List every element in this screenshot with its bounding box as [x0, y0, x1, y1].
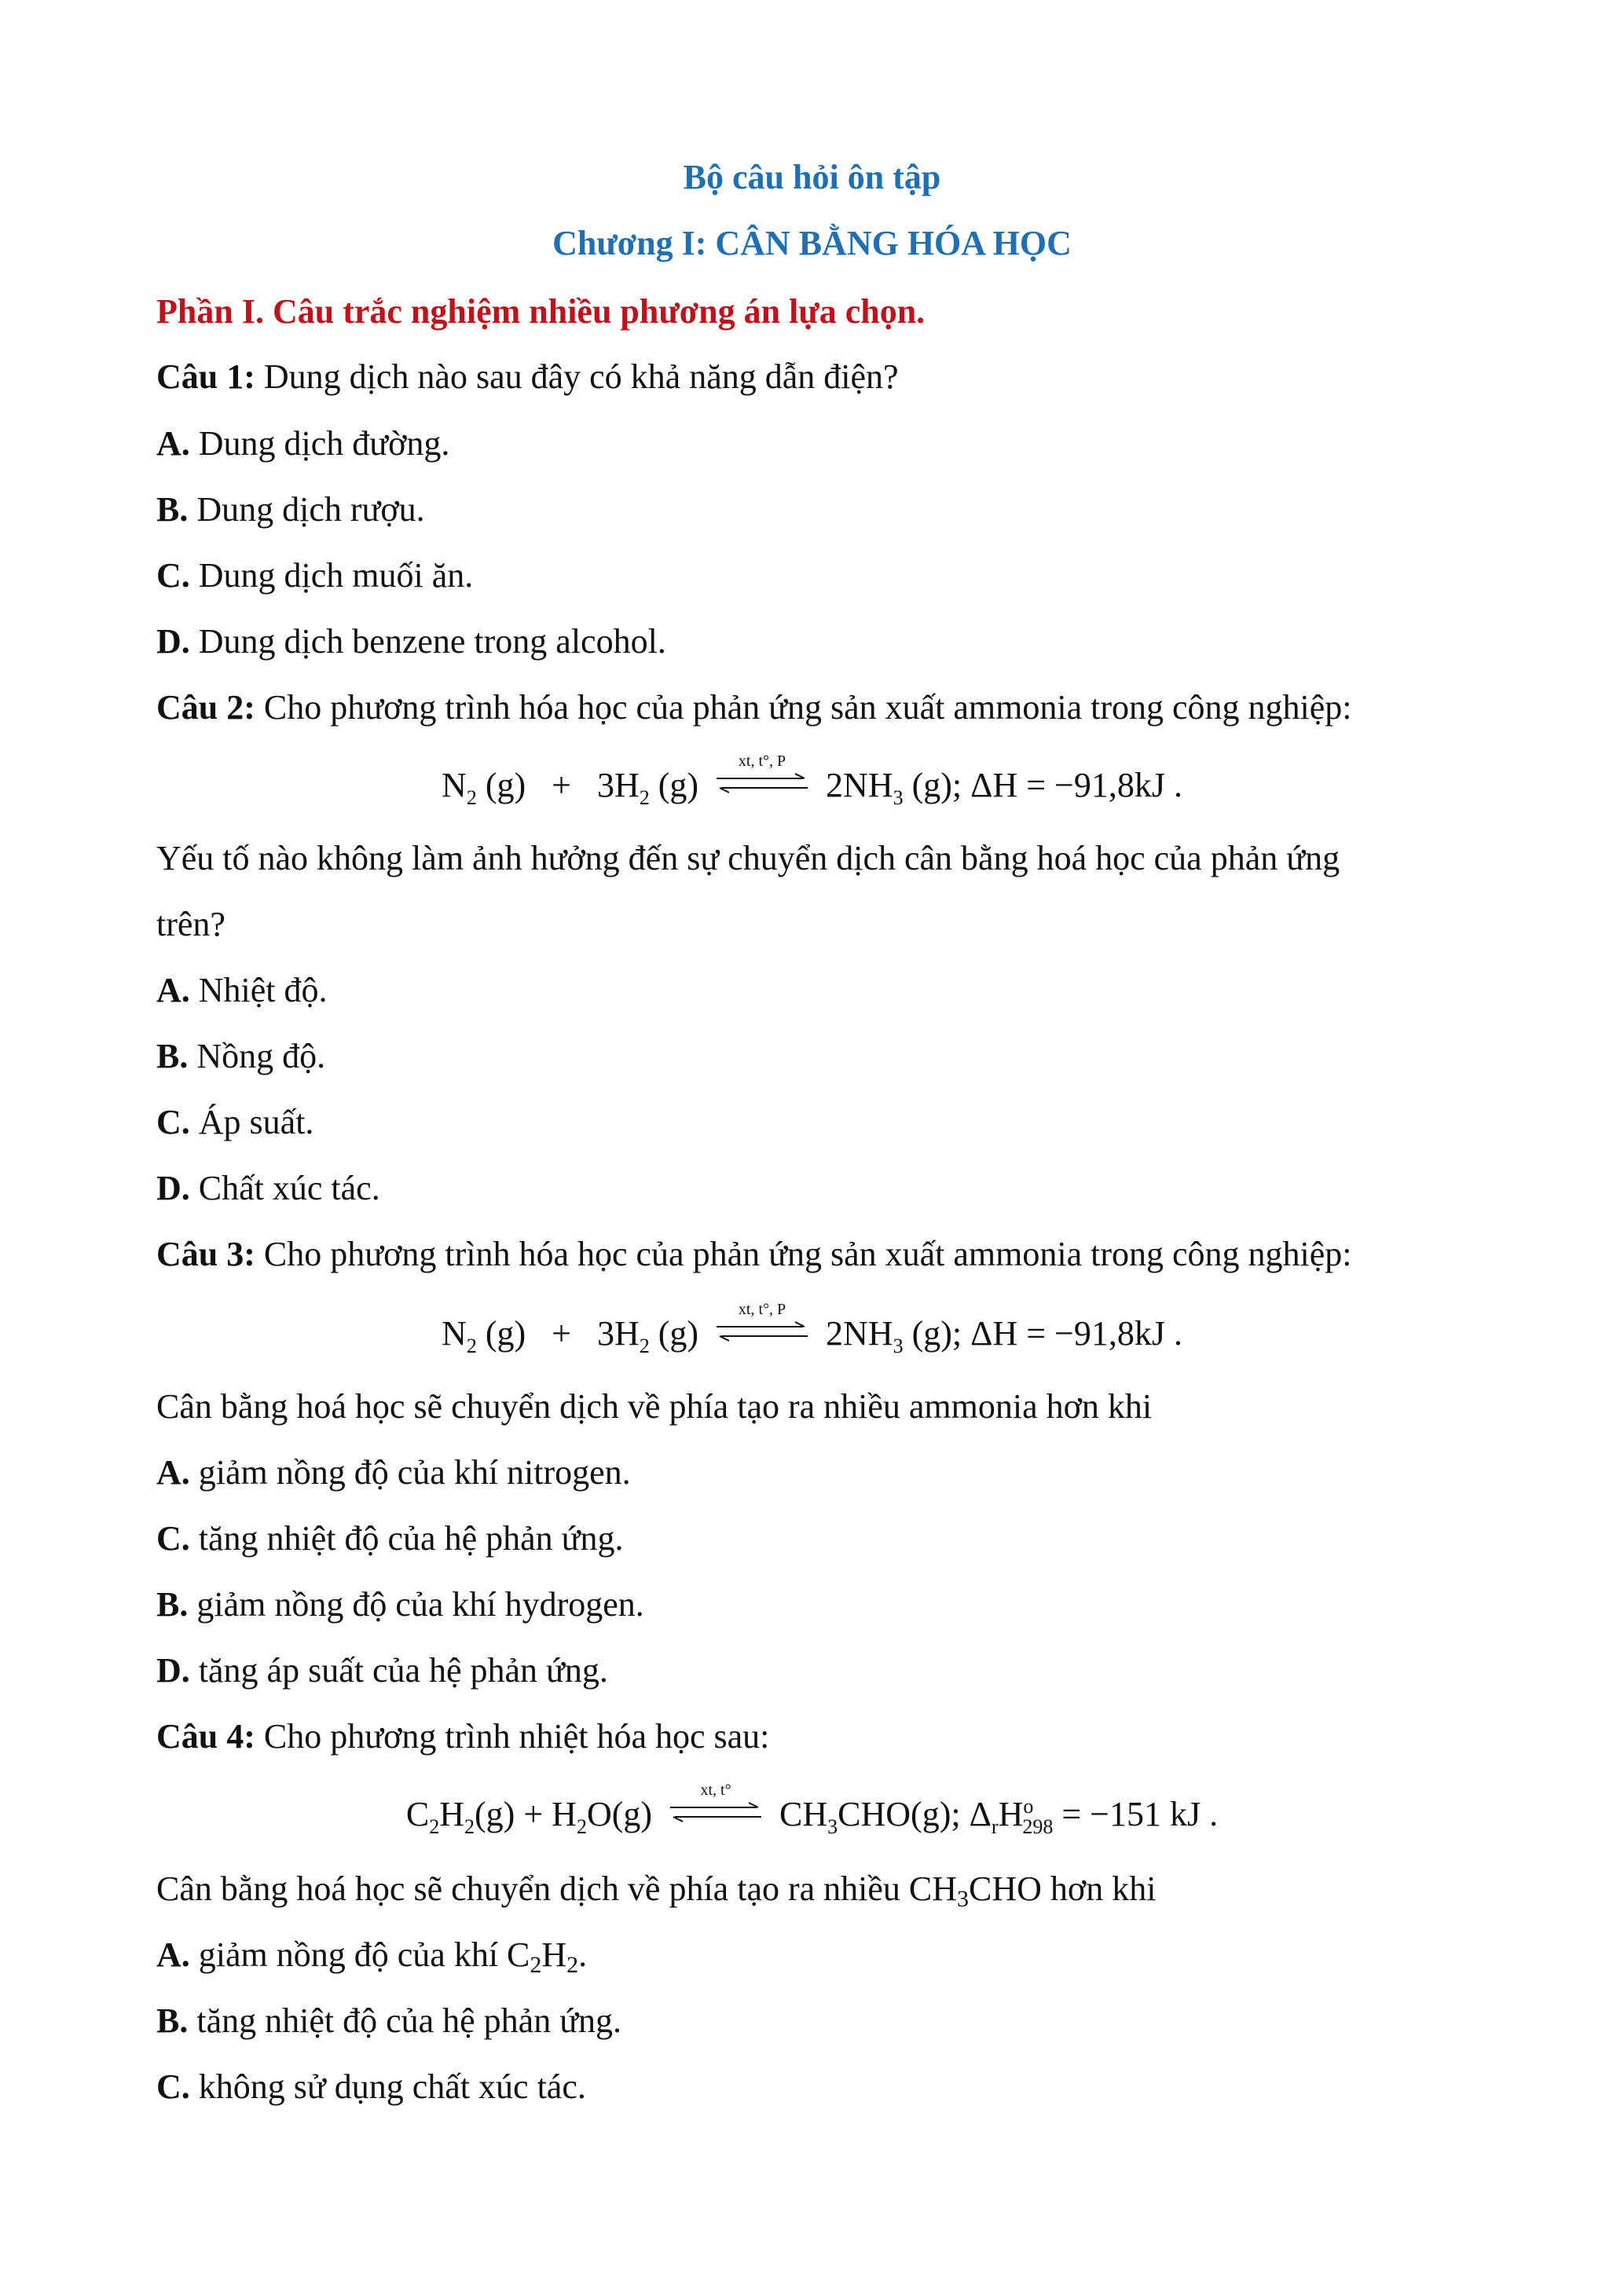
question-3-text: Cân bằng hoá học sẽ chuyển dịch về phía tạo ra nhiều ammonia hơn khi [156, 1387, 1153, 1426]
option-key: A. [156, 1453, 190, 1492]
option-text: Dung dịch đường. [189, 424, 450, 463]
option-text: giảm nồng độ của khí nitrogen. [189, 1453, 631, 1492]
option-key: D. [156, 1651, 190, 1690]
question-2-text-1: Yếu tố nào không làm ảnh hưởng đến sự chuyển dịch cân bằng hoá học của phản ứng [156, 839, 1340, 877]
equilibrium-arrow-icon: xt, t°, P [715, 1316, 809, 1348]
option-4a: A. giảm nồng độ của khí $C_2H_2$. [156, 1935, 588, 1978]
option-text: giảm nồng độ của khí C [189, 1935, 530, 1974]
option-key: C. [156, 2067, 190, 2106]
question-label: Câu 4: [156, 1717, 255, 1756]
option-1c [156, 552, 1476, 599]
question-text: Cho phương trình hóa học của phản ứng sản xuất ammonia trong công nghiệp: [255, 1235, 1352, 1273]
option-key: D. [156, 622, 190, 661]
option-key: C. [156, 1519, 190, 1558]
option-4c [156, 2063, 1476, 2111]
option-key: D. [156, 1169, 190, 1207]
option-3a [156, 1449, 1476, 1496]
section-heading: Phần I. Câu trắc nghiệm nhiều phương án lựa chọn. [156, 292, 926, 331]
option-key: A. [156, 424, 190, 463]
option-text: Dung dịch rượu. [188, 490, 425, 529]
option-1b [156, 486, 1476, 533]
option-2a [156, 967, 1476, 1014]
question-2 [156, 684, 1476, 731]
equilibrium-arrow-icon: xt, t°, P [715, 768, 809, 800]
option-4b [156, 1998, 1476, 2045]
question-text: Cho phương trình hóa học của phản ứng sản xuất ammonia trong công nghiệp: [255, 688, 1352, 727]
option-3b [156, 1581, 1476, 1628]
equation-acetaldehyde: $C_2H_2(g) + H_2O(g)$ xt, t° $CH_3CHO(g)$; $\Delta_rH^o_{298} = -151$ kJ . [405, 1782, 1219, 1838]
option-text: tăng nhiệt độ của hệ phản ứng. [189, 1519, 624, 1558]
option-1d [156, 618, 1476, 665]
option-text: Nhiệt độ. [189, 971, 328, 1009]
question-label: Câu 2: [156, 688, 255, 727]
option-2d [156, 1165, 1476, 1212]
question-4 [156, 1713, 1476, 1760]
option-key: B. [156, 2001, 189, 2040]
option-key: A. [156, 1935, 190, 1974]
equation-ammonia-1: $N_2$ (g) + $3H_2$ (g) xt, t°, P $2NH_3$ (g); ΔH = −91,8kJ . [442, 753, 1182, 809]
chapter-title: Chương I: CÂN BẰNG HÓA HỌC [552, 224, 1072, 262]
option-text: Dung dịch benzene trong alcohol. [189, 622, 666, 661]
option-text: Dung dịch muối ăn. [189, 556, 474, 595]
question-2-text-2: trên? [156, 905, 225, 943]
option-text: Áp suất. [189, 1103, 314, 1141]
option-key: C. [156, 556, 190, 595]
option-3d [156, 1647, 1476, 1694]
option-key: A. [156, 971, 190, 1009]
option-2c [156, 1099, 1476, 1146]
question-text: Dung dịch nào sau đây có khả năng dẫn điện? [255, 357, 899, 396]
option-text: không sử dụng chất xúc tác. [189, 2067, 586, 2106]
option-text: tăng nhiệt độ của hệ phản ứng. [188, 2001, 622, 2040]
option-key: B. [156, 1585, 189, 1624]
option-key: B. [156, 1037, 189, 1075]
option-key: C. [156, 1103, 190, 1141]
option-text: Nồng độ. [188, 1037, 326, 1075]
option-text: giảm nồng độ của khí hydrogen. [188, 1585, 644, 1624]
question-4-text: Cân bằng hoá học sẽ chuyển dịch về phía tạo ra nhiều $CH_3CHO$ hơn khi [156, 1869, 1157, 1912]
option-text: tăng áp suất của hệ phản ứng. [189, 1651, 608, 1690]
question-3 [156, 1231, 1476, 1278]
option-2b [156, 1033, 1476, 1080]
question-label: Câu 1: [156, 357, 255, 396]
question-label: Câu 3: [156, 1235, 255, 1273]
equation-ammonia-2: $N_2$ (g) + $3H_2$ (g) xt, t°, P $2NH_3$ (g); ΔH = −91,8kJ . [442, 1301, 1182, 1357]
option-key: B. [156, 490, 189, 529]
question-1 [156, 353, 1476, 401]
option-1a [156, 420, 1476, 467]
option-text: Chất xúc tác. [189, 1169, 380, 1207]
question-text: Cho phương trình nhiệt hóa học sau: [255, 1717, 770, 1756]
document-title: Bộ câu hỏi ôn tập [683, 158, 941, 196]
equilibrium-arrow-icon: xt, t° [669, 1797, 763, 1829]
option-3c [156, 1515, 1476, 1562]
